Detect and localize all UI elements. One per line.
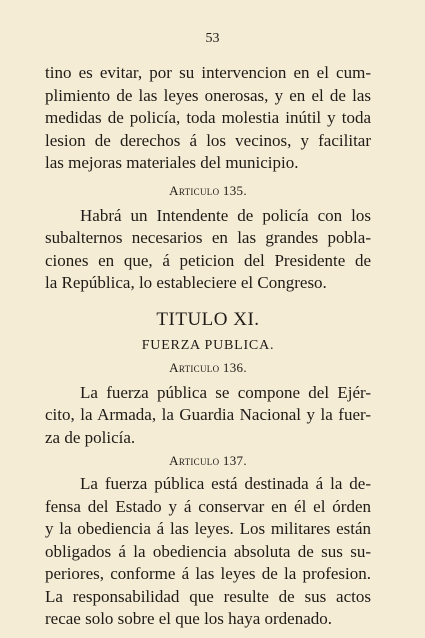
text-line: recae solo sobre el que los haya ordenado. bbox=[45, 609, 332, 628]
text-line: La fuerza pública está destinada á la de- bbox=[80, 474, 371, 493]
paragraph-article-136 bbox=[45, 382, 371, 450]
text-line: obligados á la obediencia absoluta de sus su- bbox=[45, 541, 371, 561]
subtitle-heading: FUERZA PUBLICA. bbox=[141, 337, 275, 353]
page-body bbox=[45, 62, 371, 631]
text-line: La responsabilidad que resulte de sus actos bbox=[45, 586, 371, 606]
paragraph-article-137 bbox=[45, 473, 371, 631]
text-line: periores, conforme á las leyes de la profesion. bbox=[45, 564, 371, 583]
article-heading-136: Articulo 136. bbox=[169, 359, 247, 375]
text-line: La fuerza pública se compone del Ejér- bbox=[80, 382, 371, 402]
text-line: ciones en que, á peticion del Presidente de bbox=[45, 250, 371, 270]
article-heading-137: Articulo 137. bbox=[169, 453, 247, 468]
text-line: medidas de policía, toda molestia inútil y toda bbox=[45, 108, 371, 127]
text-line: subalternos necesarios en las grandes pobla- bbox=[45, 228, 371, 247]
text-line: tino es evitar, por su intervencion en el cum- bbox=[45, 63, 371, 82]
title-heading: TITULO XI. bbox=[156, 308, 260, 330]
text-line: fensa del Estado y á conservar en él el órden bbox=[45, 496, 371, 516]
text-line: la República, lo estableciere el Congreso. bbox=[45, 273, 327, 292]
paragraph-continuation bbox=[45, 62, 371, 175]
page-number: 53 bbox=[205, 31, 220, 46]
text-line: za de policía. bbox=[45, 427, 136, 447]
text-line: lesion de derechos á los vecinos, y facilitar bbox=[45, 130, 371, 150]
paragraph-article-135 bbox=[45, 205, 371, 295]
text-line: las mejoras materiales del municipio. bbox=[45, 153, 299, 172]
text-line: cito, la Armada, la Guardia Nacional y la fuer- bbox=[45, 405, 371, 424]
text-line: plimiento de las leyes onerosas, y en el de las bbox=[45, 85, 371, 105]
article-heading-135: Articulo 135. bbox=[169, 182, 247, 198]
text-line: Habrá un Intendente de policía con los bbox=[80, 205, 371, 225]
text-line: y la obediencia á las leyes. Los militares están bbox=[45, 519, 371, 538]
